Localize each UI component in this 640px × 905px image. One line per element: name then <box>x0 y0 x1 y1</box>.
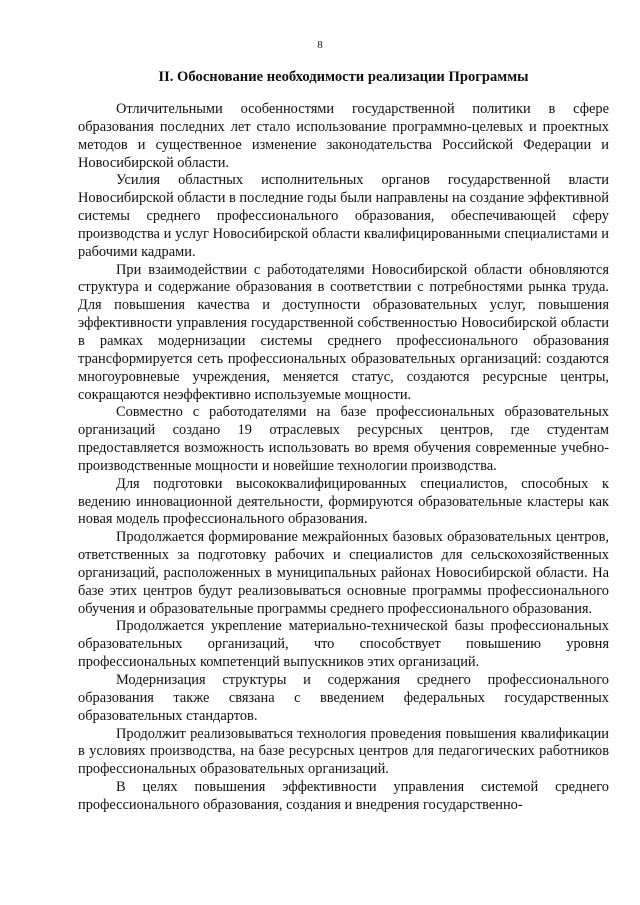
page-number: 8 <box>317 39 323 51</box>
paragraph: Совместно с работодателями на базе профессиональных образовательных организаций создано 19 отраслевых ресурсных центров, где студентам предоставляется возможность использовать во время обучения современные учебно-производственные мощности и новейшие технологии производства. <box>78 404 609 474</box>
paragraph: При взаимодействии с работодателями Новосибирской области обновляются структура и содержание образования в соответствии с потребностями рынка труда. Для повышения качества и доступности образовательных услуг, повышения эффективности управления государственной собственностью Новосибирской области в рамках модернизации системы среднего профессионального образования трансформируется сеть профессиональных образовательных организаций: создаются многоуровневые учреждения, меняется статус, создаются ресурсные центры, сокращаются неэффективно используемые мощности. <box>78 261 609 403</box>
section-title: II. Обоснование необходимости реализации Программы <box>158 69 529 85</box>
body-text <box>78 101 609 815</box>
paragraph: Усилия областных исполнительных органов государственной власти Новосибирской области в последние годы были направлены на создание эффективной системы среднего профессионального образования, обеспечивающей сферу производства и услуг Новосибирской области квалифицированными специалистами и рабочими кадрами. <box>78 172 609 260</box>
paragraph: Отличительными особенностями государственной политики в сфере образования последних лет стало использование программно-целевых и проектных методов и существенное изменение законодательства Российской Федерации и Новосибирской области. <box>78 101 609 171</box>
paragraph: Продолжается укрепление материально-технической базы профессиональных образовательных организаций, что способствует повышению уровня профессиональных компетенций выпускников этих организаций. <box>78 618 609 671</box>
paragraph: Продолжит реализовываться технология проведения повышения квалификации в условиях производства, на базе ресурсных центров для педагогических работников профессиональных образовательных организаций. <box>78 725 609 778</box>
paragraph: В целях повышения эффективности управления системой среднего профессионального образования, создания и внедрения государственно- <box>78 779 609 813</box>
paragraph: Модернизация структуры и содержания среднего профессионального образования также связана с введением федеральных государственных образовательных стандартов. <box>78 672 609 724</box>
paragraph: Продолжается формирование межрайонных базовых образовательных центров, ответственных за подготовку рабочих и специалистов для сельскохозяйственных организаций, расположенных в муниципальных районах Новосибирской области. На базе этих центров будут реализовываться основные программы профессионального обучения и образовательные программы среднего профессионального образования. <box>78 529 609 617</box>
paragraph: Для подготовки высококвалифицированных специалистов, способных к ведению инновационной деятельности, формируются образовательные кластеры как новая модель профессионального образования. <box>78 475 609 528</box>
